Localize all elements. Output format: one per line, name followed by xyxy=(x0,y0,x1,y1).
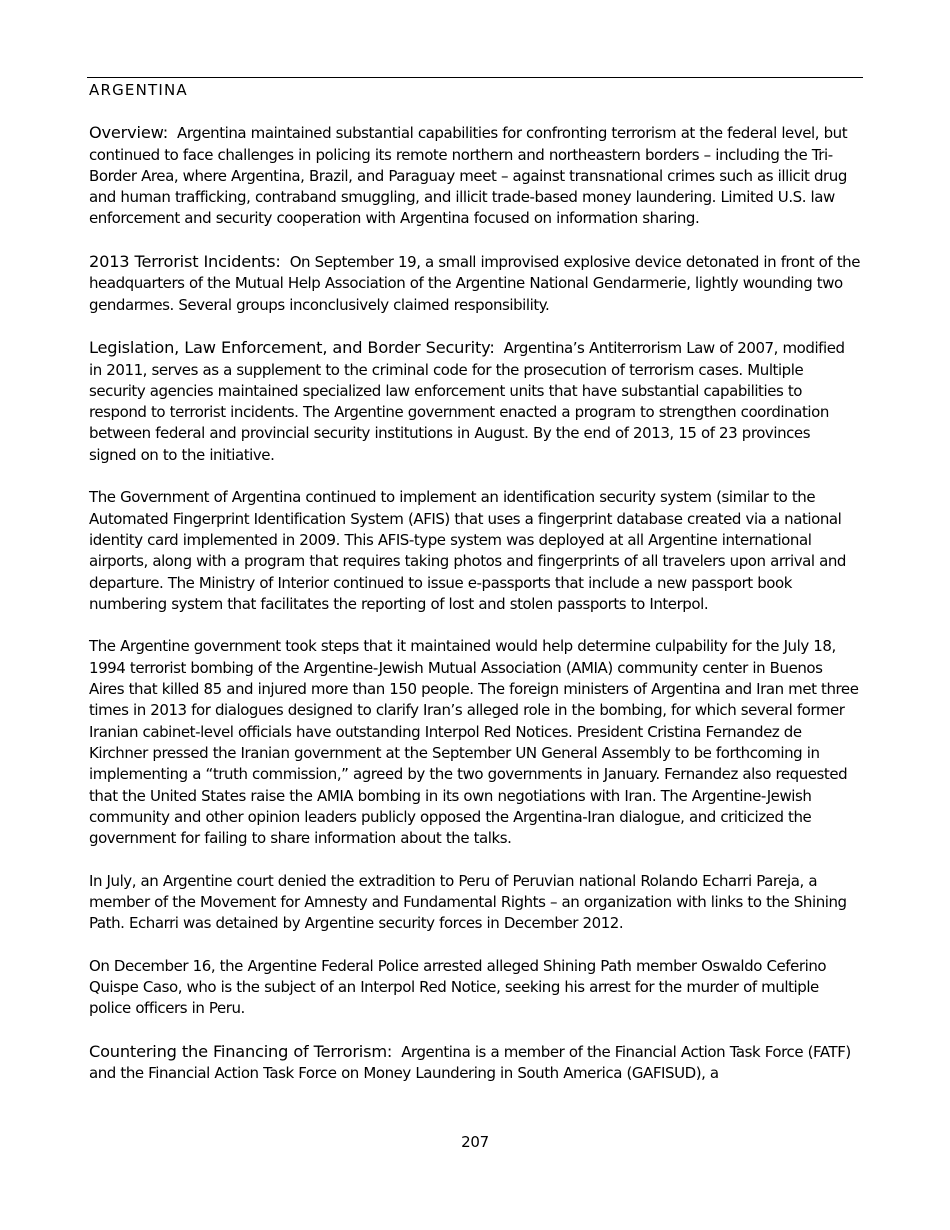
paragraph-terrorist-incidents xyxy=(89,251,861,316)
paragraph-text: In July, an Argentine court denied the extradition to Peru of Peruvian national Rolando Echarri Pareja, a member of the Movement for Amnesty and Fundamental Rights – an organization with links to the Shining Path. Echarri was detained by Argentine security forces in December 2012. xyxy=(89,871,847,933)
paragraph-afis xyxy=(89,487,861,615)
document-body xyxy=(89,80,861,1106)
paragraph-heading: Overview: xyxy=(89,123,168,143)
paragraph-heading: 2013 Terrorist Incidents: xyxy=(89,252,281,272)
page-number: 207 xyxy=(461,1133,489,1151)
paragraph-text: The Argentine government took steps that it maintained would help determine culpability for the July 18, 1994 terrorist bombing of the Argentine-Jewish Mutual Association (AMIA) community center in Buenos Aires that killed 85 and injured more than 150 people. The foreign ministers of Argentina and Iran met three times in 2013 for dialogues designed to clarify Iran’s alleged role in the bombing, for which several former Iranian cabinet-level officials have outstanding Interpol Red Notices. President Cristina Fernandez de Kirchner pressed the Iranian government at the September UN General Assembly to be forthcoming in implementing a “truth commission,” agreed by the two governments in January. Fernandez also requested that the United States raise the AMIA bombing in its own negotiations with Iran. The Argentine-Jewish community and other opinion leaders publicly opposed the Argentina-Iran dialogue, and criticized the government for failing to share information about the talks. xyxy=(89,637,859,848)
header-rule xyxy=(87,77,863,78)
paragraph-text: Argentina maintained substantial capabilities for confronting terrorism at the federal level, but continued to face challenges in policing its remote northern and northeastern borders – including the Tri-Border Area, where Argentina, Brazil, and Paraguay meet – against transnational crimes such as illicit drug and human trafficking, contraband smuggling, and illicit trade-based money laundering. Limited U.S. law enforcement and security cooperation with Argentina focused on information sharing. xyxy=(89,124,848,228)
paragraph-amia xyxy=(89,636,861,849)
paragraph-text: On December 16, the Argentine Federal Police arrested alleged Shining Path member Oswaldo Ceferino Quispe Caso, who is the subject of an Interpol Red Notice, seeking his arrest for the murder of multiple police officers in Peru. xyxy=(89,956,827,1018)
paragraph-extradition xyxy=(89,871,861,935)
paragraph-legislation xyxy=(89,337,861,466)
paragraph-financing xyxy=(89,1041,861,1085)
paragraph-text: Argentina is a member of the Financial Action Task Force (FATF) and the Financial Action Task Force on Money Laundering in South America (GAFISUD), a xyxy=(89,1043,851,1083)
paragraph-text: On September 19, a small improvised explosive device detonated in front of the headquarters of the Mutual Help Association of the Argentine National Gendarmerie, lightly wounding two gendarmes. Several groups inconclusively claimed responsibility. xyxy=(89,253,861,314)
paragraph-heading: Legislation, Law Enforcement, and Border Security: xyxy=(89,338,495,358)
paragraph-text: The Government of Argentina continued to implement an identification security system (similar to the Automated Fingerprint Identification System (AFIS) that uses a fingerprint database created via a national identity card implemented in 2009. This AFIS-type system was deployed at all Argentine international airports, along with a program that requires taking photos and fingerprints of all travelers upon arrival and departure. The Ministry of Interior continued to issue e-passports that include a new passport book numbering system that facilitates the reporting of lost and stolen passports to Interpol. xyxy=(89,488,847,613)
paragraph-text: Argentina’s Antiterrorism Law of 2007, modified in 2011, serves as a supplement to the criminal code for the prosecution of terrorism cases. Multiple security agencies maintained specialized law enforcement units that have substantial capabilities to respond to terrorist incidents. The Argentine government enacted a program to strengthen coordination between federal and provincial security institutions in August. By the end of 2013, 15 of 23 provinces signed on to the initiative. xyxy=(89,339,845,464)
paragraph-arrest xyxy=(89,956,861,1020)
paragraph-overview xyxy=(89,122,861,229)
section-title: ARGENTINA xyxy=(89,81,188,99)
paragraph-heading: Countering the Financing of Terrorism: xyxy=(89,1042,393,1062)
